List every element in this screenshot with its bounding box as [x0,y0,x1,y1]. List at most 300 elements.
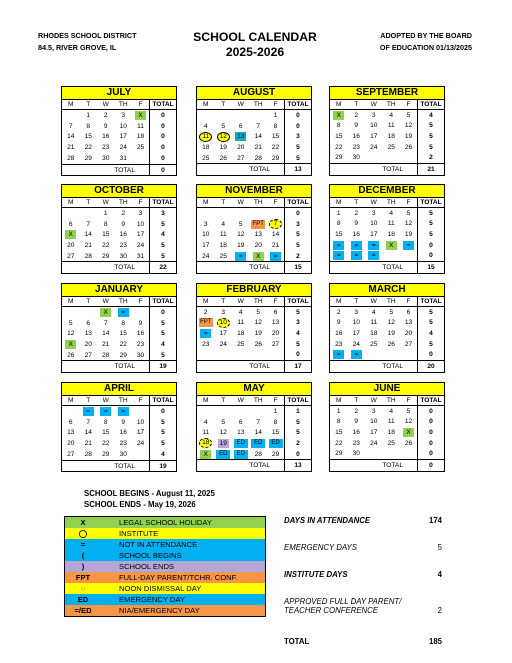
legend-symbol: FPT [75,573,91,582]
day-header: TH [383,297,401,307]
day-cell: 25 [387,439,395,447]
week-row [62,417,176,428]
page-title [175,30,335,60]
legend-symbol: =/ED [74,606,92,615]
legend-symbol: ) [81,562,85,571]
month-total-label: TOTAL [197,164,285,175]
month-title: JUNE [330,383,444,396]
day-cell: 25 [237,340,245,348]
day-cell: 23 [119,439,127,447]
day-cell [250,208,268,220]
day-cell: = [330,349,348,361]
legend-symbol: ◌ [80,584,86,593]
day-header: M [197,297,215,307]
month-table [330,396,444,471]
week-row [197,339,311,350]
week-total: 5 [418,307,445,318]
week-total: 0 [418,250,445,262]
day-cell: 23 [136,340,145,348]
day-header: F [400,297,418,307]
week-row [197,251,311,262]
day-header: M [330,396,348,406]
day-header: T [348,100,366,110]
week-row [330,417,444,428]
day-cell [132,153,150,165]
day-cell: 4 [203,122,208,130]
day-header: M [62,100,80,110]
day-cell [197,110,215,122]
day-cell: 31 [136,252,145,260]
day-cell: X [132,110,150,122]
week-row [62,406,176,418]
day-cell: 28 [67,154,75,162]
day-cell: X [197,449,215,460]
day-cell: 24 [370,439,378,447]
day-cell: 6 [68,418,73,426]
month-title: DECEMBER [330,185,444,198]
adoption-info [380,30,472,54]
week-total: 0 [150,121,177,132]
day-cell: 23 [119,241,127,249]
day-cell: 7 [256,122,261,130]
day-cell: X [97,307,115,319]
title-line-1: SCHOOL CALENDAR [193,30,317,44]
month-table [197,297,311,372]
day-cell: 21 [67,143,75,151]
day-cell: 6 [406,308,411,316]
week-row [197,219,311,230]
day-header: TH [250,396,268,406]
day-header: TH [250,100,268,110]
month-april [61,382,177,472]
week-row [197,438,311,449]
day-header: TH [115,396,133,406]
day-cell: 1 [273,408,278,415]
day-cell: 30 [136,351,145,359]
day-cell: 27 [67,252,75,260]
month-total-label: TOTAL [330,164,418,175]
day-cell: 26 [219,154,227,162]
month-total-label: TOTAL [62,262,150,273]
week-total: 3 [150,208,177,220]
week-total: 5 [150,428,177,439]
day-cell: 22 [335,143,343,151]
day-cell: 8 [336,220,341,228]
week-total: 5 [418,208,445,219]
week-row [197,328,311,339]
day-header: TH [115,198,133,208]
week-total: 5 [150,251,177,262]
day-cell: 10 [370,122,378,130]
day-cell: 2 [354,407,359,415]
week-total: 4 [285,328,312,339]
day-cell: 20 [67,241,75,249]
week-total: 5 [418,219,445,230]
day-cell [232,406,250,418]
day-cell: 5 [221,122,226,130]
week-total: 2 [285,438,312,449]
day-cell [62,208,80,220]
legend-label: SCHOOL ENDS [119,562,174,571]
district-name: RHODES SCHOOL DISTRICT [38,31,137,40]
day-cell: 24 [136,241,145,249]
summary-label: EMERGENCY DAYS [284,543,357,552]
day-cell: 22 [84,143,92,151]
day-cell: 23 [352,439,360,447]
day-cell: 27 [84,351,92,359]
day-cell: X [400,427,418,438]
day-cell: 1 [336,209,341,217]
week-row [197,208,311,220]
day-header: T [215,100,233,110]
summary-row [284,570,442,579]
week-total: 0 [418,438,445,449]
legend-symbol: ◯ [78,529,88,538]
day-cell: 30 [352,450,360,458]
month-january [61,283,177,373]
day-cell: 11 [387,122,395,130]
title-line-2: 2025-2026 [225,45,285,59]
week-total: 3 [285,318,312,329]
day-cell: 8 [273,418,278,426]
day-cell: = [330,240,348,251]
week-total: 0 [285,449,312,460]
day-cell: 14 [67,133,75,141]
week-total: 0 [150,110,177,122]
month-title: FEBRUARY [197,284,311,297]
day-header: W [97,297,115,307]
day-cell: 10 [202,231,210,239]
day-cell: 5 [221,418,226,426]
day-cell: 13 [237,429,245,437]
day-cell: 10 [119,122,127,130]
day-header: W [365,297,383,307]
day-cell: 21 [84,439,92,447]
day-cell: 9 [354,418,359,426]
day-header: M [330,100,348,110]
day-cell [232,208,250,220]
day-cell: = [267,251,285,262]
month-title: OCTOBER [62,185,176,198]
day-cell: = [97,406,115,418]
day-cell: 1 [273,112,278,119]
day-cell [232,349,250,361]
day-cell: 9 [121,220,126,228]
summary-value: 185 [428,637,442,646]
day-header: M [197,198,215,208]
month-table [62,396,176,471]
day-cell [232,110,250,122]
day-cell [215,110,233,122]
week-total: 5 [150,240,177,251]
day-cell: 13 [404,319,413,327]
month-table [330,100,444,175]
day-header: TOTAL [285,100,312,110]
day-header: W [97,198,115,208]
day-cell: 5 [389,308,394,316]
legend-label: FULL-DAY PARENT/TCHR. CONF. [119,573,238,582]
day-cell: 29 [119,351,127,359]
day-cell: 19 [404,132,413,140]
day-cell: 5 [406,209,411,217]
month-total-value: 17 [285,361,312,372]
week-total: 4 [150,230,177,241]
week-row [330,131,444,142]
day-cell [400,448,418,460]
day-cell [267,349,285,361]
day-header: F [267,100,285,110]
week-total: 0 [285,349,312,361]
week-total: 0 [150,153,177,165]
day-cell [365,448,383,460]
week-total: 0 [150,142,177,153]
day-cell: 18 [202,143,210,151]
day-header: TH [250,297,268,307]
week-row [62,219,176,230]
month-total-value: 21 [418,164,445,175]
month-november [196,184,312,274]
day-cell: 1 [86,112,91,119]
week-row [330,121,444,132]
week-total: 5 [150,318,177,329]
day-cell: 14 [84,231,92,239]
week-total: 5 [285,240,312,251]
day-cell: 12 [254,319,262,327]
day-cell: 15 [335,132,343,140]
month-total-value: 13 [285,164,312,175]
day-header: TH [383,396,401,406]
week-row [330,208,444,219]
day-header: T [348,396,366,406]
adopted-line-2: OF EDUCATION 01/13/2025 [379,43,472,52]
day-cell: = [80,406,98,418]
summary-row [284,516,442,525]
day-cell: 24 [219,340,227,348]
day-cell: 8 [86,122,91,130]
day-cell: 24 [136,439,145,447]
day-cell: 10 [136,418,145,426]
day-header: TH [115,297,133,307]
day-cell: 22 [119,340,127,348]
week-row [330,229,444,240]
month-total-label: TOTAL [62,361,150,372]
day-cell [132,406,150,418]
legend-label: EMERGENCY DAY [119,595,185,604]
month-table [62,297,176,372]
day-cell: 19 [237,241,245,249]
day-cell [215,208,233,220]
day-header: TOTAL [285,198,312,208]
week-row [197,230,311,241]
day-cell [383,448,401,460]
day-cell: 7 [103,319,108,327]
month-title: APRIL [62,383,176,396]
day-cell: 2 [103,112,108,119]
day-cell: 24 [119,143,127,151]
month-total-value: 15 [418,262,445,273]
week-total: 0 [285,110,312,122]
day-cell: = [348,240,366,251]
month-total-value: 20 [418,361,445,372]
week-total: 5 [285,339,312,350]
day-cell: 11 [387,418,395,426]
month-total-label: TOTAL [197,262,285,273]
day-cell: 9 [103,122,108,130]
week-row [197,110,311,122]
month-may [196,382,312,472]
month-total-value: 0 [150,164,177,175]
day-cell: 25 [370,340,378,348]
day-cell: FPT [200,319,212,326]
day-cell: 9 [138,319,143,327]
day-cell: 28 [84,252,92,260]
day-cell: 25 [219,252,227,260]
month-august [196,86,312,176]
day-cell: 4 [238,308,243,316]
summary-value: 4 [437,570,442,579]
day-cell: 22 [102,241,110,249]
month-table [330,198,444,273]
day-cell [62,307,80,319]
week-row [197,142,311,153]
day-cell: 9 [354,220,359,228]
day-cell: 8 [121,319,126,327]
day-cell [197,208,215,220]
day-cell: 10 [370,220,378,228]
day-header: F [132,100,150,110]
legend-row [65,561,265,572]
day-cell: ED [232,438,250,449]
day-cell: 18 [370,329,378,337]
week-total: 5 [150,417,177,428]
week-row [62,329,176,340]
day-cell: 3 [354,308,359,316]
legend-label: LEGAL SCHOOL HOLIDAY [119,518,212,527]
day-cell: 11 [197,132,215,143]
day-header: W [365,198,383,208]
day-cell [215,406,233,418]
day-cell: 26 [404,143,413,151]
day-cell [62,110,80,122]
legend-row [65,539,265,550]
day-cell: 11 [370,319,378,327]
week-row [330,427,444,438]
school-ends: SCHOOL ENDS - May 19, 2026 [84,500,196,509]
week-row [330,152,444,164]
day-cell: 7 [256,418,261,426]
day-cell: 15 [102,429,110,437]
day-cell: 4 [389,407,394,415]
month-total-label: TOTAL [330,262,418,273]
day-header: W [232,198,250,208]
week-row [62,230,176,241]
week-total: 5 [418,142,445,153]
month-title: MAY [197,383,311,396]
day-cell: 14 [271,231,280,239]
day-cell: 30 [119,450,127,458]
day-header: T [215,396,233,406]
day-cell: 23 [102,143,110,151]
day-cell: 27 [237,154,245,162]
legend-label: NOON DISMISSAL DAY [119,584,202,593]
attendance-summary [284,516,442,646]
day-header: F [267,198,285,208]
day-cell: = [232,251,250,262]
day-header: M [330,297,348,307]
day-cell: 12 [215,132,233,143]
day-cell: 17 [202,241,210,249]
district-address: 84.5, RIVER GROVE, IL [38,43,117,52]
day-cell: 11 [219,231,227,239]
day-cell: 28 [102,351,110,359]
week-row [62,350,176,361]
day-cell [250,349,268,361]
day-cell: 17 [136,429,145,437]
day-cell: 3 [371,209,376,217]
week-total: 0 [418,406,445,417]
legend-symbol: ( [81,551,85,560]
week-row [330,339,444,350]
day-cell: = [348,250,366,262]
week-total: 5 [150,329,177,340]
day-header: F [267,297,285,307]
day-cell: 6 [238,122,243,130]
day-cell: 15 [271,429,280,437]
day-cell: 29 [271,450,280,458]
day-header: W [232,396,250,406]
day-header: T [80,396,98,406]
summary-row [284,543,442,552]
week-total: 0 [150,132,177,143]
district-info [38,30,137,54]
day-cell [383,349,401,361]
day-header: F [400,100,418,110]
month-total-value: 0 [418,460,445,471]
day-cell [267,208,285,220]
day-cell: 17 [219,329,227,337]
day-header: TOTAL [418,198,445,208]
day-cell: 21 [271,241,280,249]
day-cell: 7 [86,418,91,426]
day-cell: 22 [335,439,343,447]
summary-row [284,637,442,646]
legend-row [65,550,265,561]
day-header: TOTAL [150,396,177,406]
day-cell: 10 [136,220,145,228]
month-table [197,396,311,471]
day-cell: 10 [215,318,233,329]
day-cell: ED [267,438,285,449]
week-total: 5 [150,438,177,449]
month-title: SEPTEMBER [330,87,444,100]
legend [64,516,266,617]
week-total: 5 [150,350,177,361]
school-dates [84,488,215,510]
summary-label: APPROVED FULL DAY PARENT/ TEACHER CONFERENCE [284,597,402,615]
month-table [330,297,444,372]
week-row [330,328,444,339]
day-cell: 15 [335,230,343,238]
day-cell: 1 [336,407,341,415]
day-cell: 25 [136,143,145,151]
day-cell: 30 [352,154,360,162]
month-table [197,100,311,175]
day-cell: 9 [121,418,126,426]
day-cell: 27 [271,340,280,348]
week-row [330,349,444,361]
day-cell: 14 [254,429,262,437]
week-total: 4 [418,328,445,339]
